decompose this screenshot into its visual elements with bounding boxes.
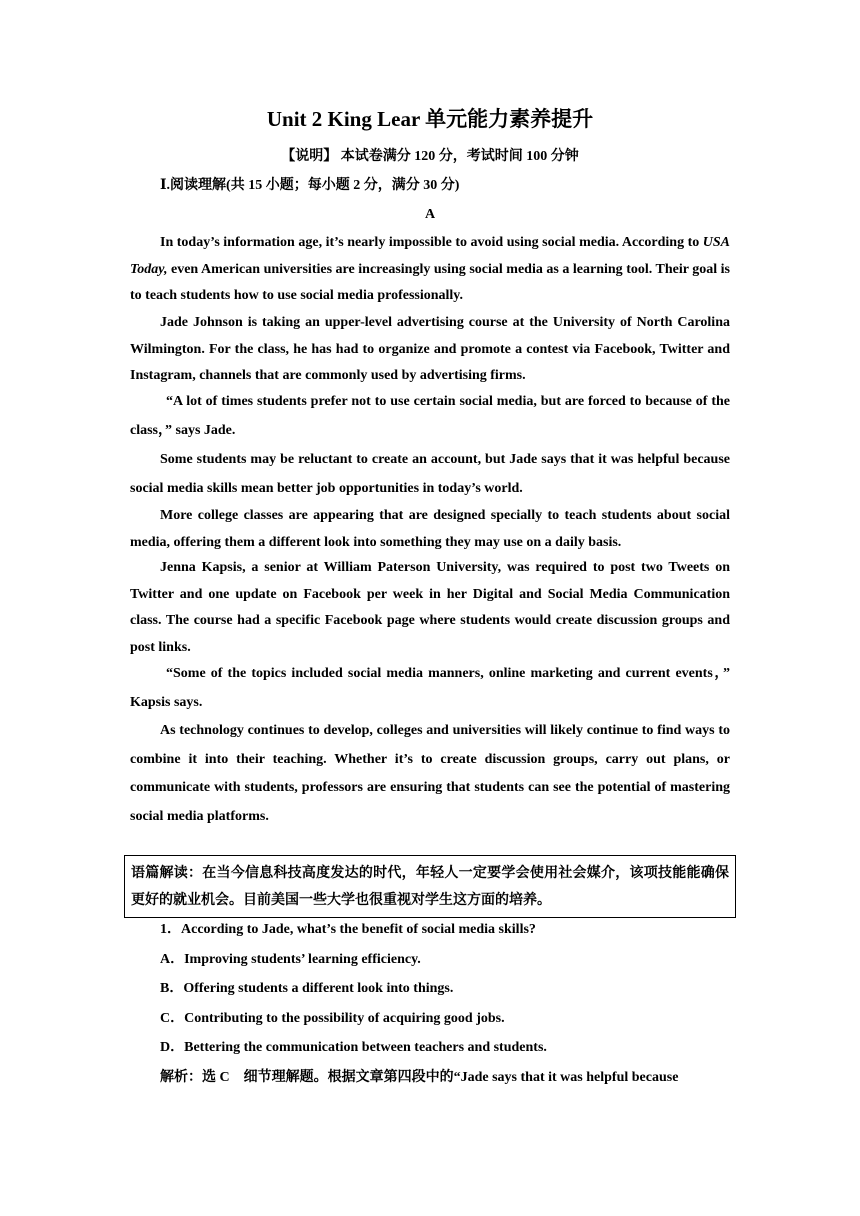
question-stem: 1．According to Jade, what’s the benefit of social media skills?: [160, 922, 536, 937]
option-b: B．Offering students a different look into things.: [160, 981, 454, 996]
paragraph-7: “Some of the topics included social media manners, online marketing and current events，” Kapsis says.: [130, 666, 730, 710]
option-a: A．Improving students’ learning efficiency.: [160, 952, 421, 967]
paragraph-6: Jenna Kapsis, a senior at William Paterson University, was required to post two Tweets on Twitter and one update on Facebook per week in her Digital and Social Media Communication class. The course had a specific Facebook page where students would create discussion groups and post links.: [130, 560, 730, 655]
paragraph-1: [130, 230, 730, 310]
paragraph-1-text-a: In today’s information age, it’s nearly impossible to avoid using social media. According to: [160, 235, 703, 250]
passage-label: A: [424, 207, 436, 222]
option-c: C．Contributing to the possibility of acquiring good jobs.: [160, 1011, 505, 1026]
paragraph-1-source: USA Today,: [130, 235, 730, 277]
option-d: D．Bettering the communication between teachers and students.: [160, 1040, 547, 1055]
summary-box: [124, 855, 736, 918]
exam-note: 【说明】 本试卷满分 120 分，考试时间 100 分钟: [281, 149, 579, 164]
paragraph-4: Some students may be reluctant to create an account, but Jade says that it was helpful because social media skills mean better job opportunities in today’s world.: [130, 452, 730, 496]
page-title: Unit 2 King Lear 单元能力素养提升: [266, 107, 594, 131]
paragraph-5: More college classes are appearing that are designed specially to teach students about social media, offering them a different look into something they may use on a daily basis.: [130, 508, 730, 550]
paragraph-2: Jade Johnson is taking an upper-level advertising course at the University of North Carolina Wilmington. For the class, he has had to organize and promote a contest via Facebook, Twitter and Instagram, channels that are commonly used by advertising firms.: [130, 315, 730, 383]
summary-text: 语篇解读：在当今信息科技高度发达的时代，年轻人一定要学会使用社会媒介，该项技能能确保更好的就业机会。目前美国一些大学也很重视对学生这方面的培养。: [131, 866, 729, 908]
paragraph-8: As technology continues to develop, colleges and universities will likely continue to find ways to combine it into their teaching. Whether it’s to create discussion groups, carry out plans, or communicate with students, professors are ensuring that students can see the potential of mastering social media platforms.: [130, 723, 730, 824]
analysis-line: 解析：选 C 细节理解题。根据文章第四段中的“Jade says that it was helpful because: [160, 1070, 679, 1085]
section-heading: Ⅰ.阅读理解(共 15 小题；每小题 2 分，满分 30 分): [160, 178, 460, 193]
paragraph-3: “A lot of times students prefer not to use certain social media, but are forced to because of the class，” says Jade.: [130, 394, 730, 438]
paragraph-1-text-b: even American universities are increasingly using social media as a learning tool. Their goal is to teach students how to use social media professionally.: [130, 261, 730, 303]
